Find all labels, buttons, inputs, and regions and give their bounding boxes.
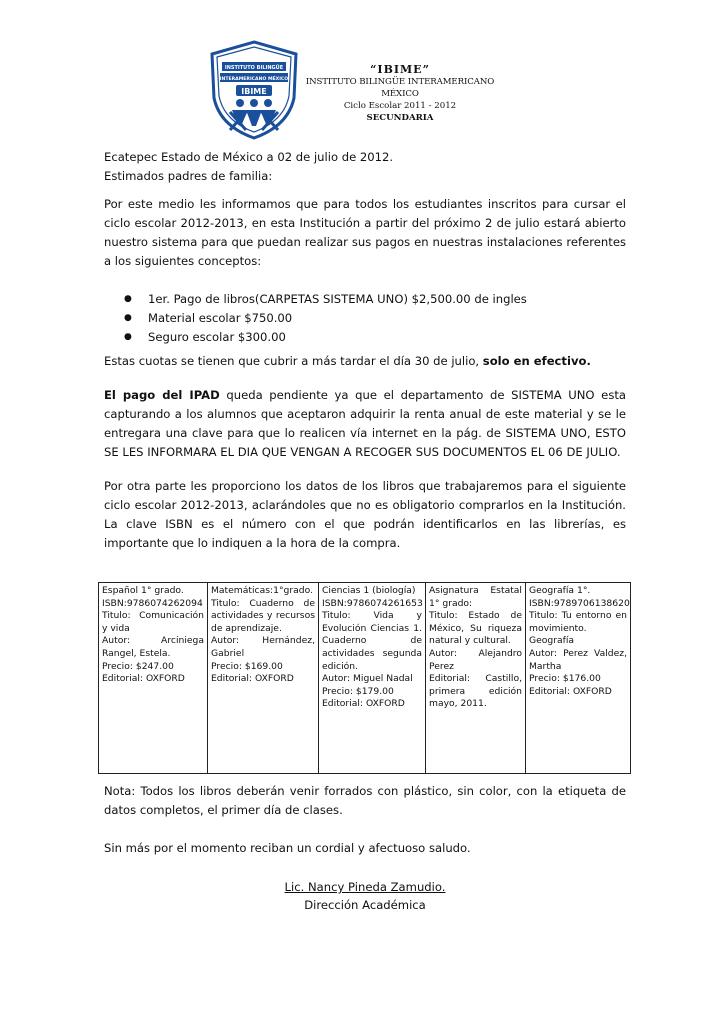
- signature-block: [104, 878, 626, 914]
- deadline-paragraph: [104, 352, 626, 371]
- school-header: [290, 64, 510, 124]
- book-cell-state-subject: Asignatura Estatal 1° grado: Titulo: Estado de México, Su riqueza natural y cultural. Autor: Alejandro Perez Editorial: Castillo, primera edición mayo, 2011.: [426, 583, 526, 774]
- closing-paragraph: [104, 839, 626, 858]
- deadline-text: Estas cuotas se tienen que cubrir a más tardar el día 30 de julio,: [104, 354, 483, 368]
- place-date: Ecatepec Estado de México a 02 de julio de 2012.: [104, 150, 394, 164]
- ipad-bold: El pago del IPAD: [104, 388, 220, 402]
- table-row: [99, 583, 631, 774]
- book-cell-science: Ciencias 1 (biología) ISBN:9786074261653 Titulo: Vida y Evolución Ciencias 1. Cuaderno de actividades segunda edición. Autor: Miguel Nadal Precio: $179.00 Editorial: OXFORD: [319, 583, 426, 774]
- note-paragraph: [104, 782, 626, 820]
- intro-paragraph: [104, 195, 626, 271]
- note-text: Nota: Todos los libros deberán venir forrados con plástico, sin color, con la etiqueta de datos completos, el primer día de clases.: [104, 784, 626, 817]
- concepts-list: [104, 290, 626, 347]
- books-intro-text: Por otra parte les proporciono los datos de los libros que trabajaremos para el siguiente ciclo escolar 2012-2013, aclarándoles que no es obligatorio comprarlos en la Institución. La clave ISBN es el número con el que podrán identificarlos en las librerías, es importante que lo indiquen a la hora de la compra.: [104, 479, 626, 550]
- ipad-paragraph: [104, 386, 626, 462]
- school-year: Ciclo Escolar 2011 - 2012: [343, 101, 457, 111]
- signer-department: Dirección Académica: [304, 898, 426, 912]
- books-table: [98, 582, 631, 774]
- institution-name: INSTITUTO BILINGÜE INTERAMERICANO MÉXICO: [305, 77, 495, 99]
- deadline-bold: solo en efectivo.: [482, 354, 591, 368]
- closing-text: Sin más por el momento reciban un cordial y afectuoso saludo.: [104, 841, 471, 855]
- school-name-title: “IBIME”: [370, 63, 430, 76]
- books-intro-paragraph: [104, 477, 626, 553]
- book-cell-math: Matemáticas:1°grado. Titulo: Cuaderno de actividades y recursos de aprendizaje. Autor: Hernández, Gabriel Precio: $169.00 Editorial: OXFORD: [208, 583, 319, 774]
- signer-name: Lic. Nancy Pineda Zamudio.: [284, 880, 446, 894]
- concepts-section: [104, 290, 626, 347]
- concept-item: ● Material escolar $750.00: [104, 309, 626, 328]
- logo-text-mid: INTERAMERICANO MÉXICO: [219, 77, 289, 82]
- book-cell-geography: Geografía 1°. ISBN:9789706138620 Titulo: Tu entorno en movimiento. Geografía Autor: Perez Valdez, Martha Precio: $176.00 Editorial: OXFORD: [526, 583, 631, 774]
- concept-item: ● Seguro escolar $300.00: [104, 328, 626, 347]
- logo-text-top: INSTITUTO BILINGÜE: [224, 65, 284, 71]
- letter-opening: [104, 148, 626, 186]
- ipad-text: queda pendiente ya que el departamento de SISTEMA UNO esta capturando a los alumnos que aceptaron adquirir la renta anual de este material y se le entregara una clave para que lo realicen vía internet en la pág. de SISTEMA UNO, ESTO SE LES INFORMARA EL DIA QUE VENGAN A RECOGER SUS DOCUMENTOS EL 06 DE JULIO.: [104, 388, 627, 459]
- school-crest-logo: [208, 40, 300, 140]
- concept-item: ● 1er. Pago de libros(CARPETAS SISTEMA UNO) $2,500.00 de ingles: [104, 290, 626, 309]
- logo-badge-text: IBIME: [241, 87, 267, 96]
- intro-text: Por este medio les informamos que para todos los estudiantes inscritos para cursar el ciclo escolar 2012-2013, en esta Institución a partir del próximo 2 de julio estará abierto nuestro sistema para que puedan realizar sus pagos en nuestras instalaciones referentes a los siguientes conceptos:: [104, 197, 626, 268]
- salutation: Estimados padres de familia:: [104, 169, 273, 183]
- school-level: SECUNDARIA: [366, 113, 434, 123]
- book-cell-spanish: Español 1° grado. ISBN:9786074262094 Titulo: Comunicación y vida Autor: Arciniega Rangel, Estela. Precio: $247.00 Editorial: OXFORD: [99, 583, 208, 774]
